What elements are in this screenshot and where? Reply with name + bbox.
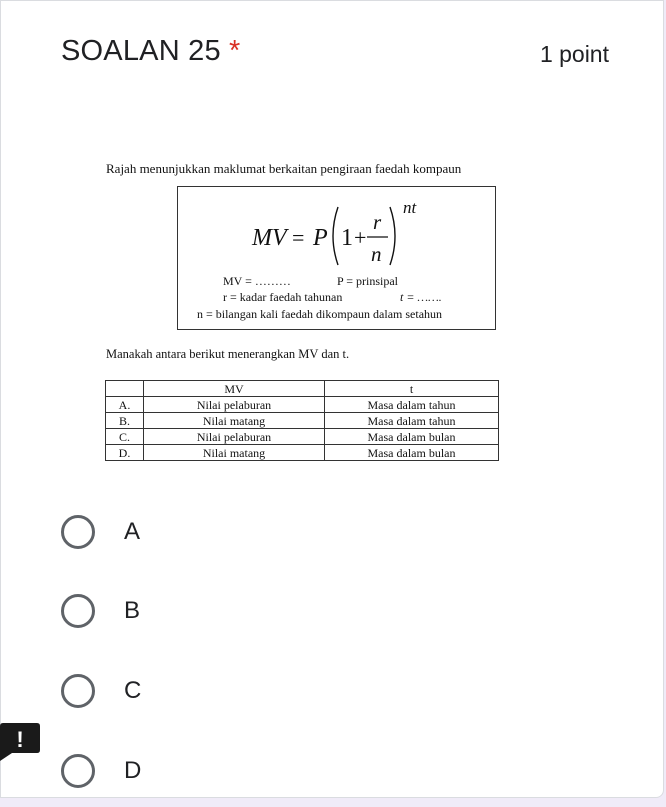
- radio-button[interactable]: [61, 674, 95, 708]
- line-n: n = bilangan kali faedah dikompaun dalam setahun: [197, 307, 443, 321]
- table-cell: Nilai pelaburan: [144, 397, 325, 413]
- formula-plus: +: [354, 225, 367, 250]
- radio-button[interactable]: [61, 754, 95, 788]
- line-mv: MV = ………: [223, 274, 291, 288]
- formula-left-paren: [333, 207, 338, 265]
- formula-equals: =: [292, 225, 305, 250]
- table-row: [106, 445, 499, 461]
- table-cell: Masa dalam bulan: [325, 429, 499, 445]
- table-cell: C.: [106, 429, 144, 445]
- option-d[interactable]: [61, 754, 361, 794]
- formula-n: n: [371, 242, 382, 266]
- formula-r: r: [373, 210, 382, 234]
- table-cell: Masa dalam tahun: [325, 413, 499, 429]
- line-t: t = …….: [400, 290, 442, 304]
- option-label: C: [124, 677, 142, 704]
- table-cell: Nilai matang: [144, 413, 325, 429]
- option-label: B: [124, 597, 141, 624]
- table-header-cell: [106, 381, 144, 397]
- answer-table: [105, 380, 499, 461]
- warning-symbol: !: [16, 727, 24, 752]
- table-header-cell: t: [325, 381, 499, 397]
- question-title-text: SOALAN 25: [61, 35, 221, 67]
- table-row: [106, 429, 499, 445]
- option-c[interactable]: [61, 674, 361, 714]
- table-header-cell: MV: [144, 381, 325, 397]
- formula-mv: MV: [252, 225, 287, 251]
- formula-p: P: [313, 225, 328, 251]
- table-row: [106, 413, 499, 429]
- warning-icon[interactable]: [0, 723, 40, 761]
- table-cell: Masa dalam bulan: [325, 445, 499, 461]
- radio-button[interactable]: [61, 594, 95, 628]
- option-label: D: [124, 757, 142, 784]
- table-cell: Nilai pelaburan: [144, 429, 325, 445]
- formula-exponent: nt: [403, 198, 417, 217]
- table-header-row: [106, 381, 499, 397]
- line-p: P = prinsipal: [337, 274, 398, 288]
- question-title: [61, 35, 241, 68]
- option-label: A: [124, 518, 141, 545]
- option-a[interactable]: [61, 515, 361, 555]
- points-label: 1 point: [539, 41, 609, 67]
- table-cell: B.: [106, 413, 144, 429]
- line-r: r = kadar faedah tahunan: [223, 290, 343, 304]
- question-image: [101, 151, 505, 471]
- image-question-text: Manakah antara berikut menerangkan MV dan t.: [106, 347, 350, 361]
- formula-right-paren: [390, 207, 395, 265]
- formula-box: [177, 186, 496, 330]
- table-cell: Masa dalam tahun: [325, 397, 499, 413]
- table-row: [106, 397, 499, 413]
- option-b[interactable]: [61, 594, 361, 634]
- table-cell: D.: [106, 445, 144, 461]
- image-intro-text: Rajah menunjukkan maklumat berkaitan pengiraan faedah kompaun: [106, 161, 462, 176]
- formula-one: 1: [341, 225, 353, 251]
- required-asterisk: *: [229, 35, 241, 67]
- table-cell: A.: [106, 397, 144, 413]
- table-cell: Nilai matang: [144, 445, 325, 461]
- radio-button[interactable]: [61, 515, 95, 549]
